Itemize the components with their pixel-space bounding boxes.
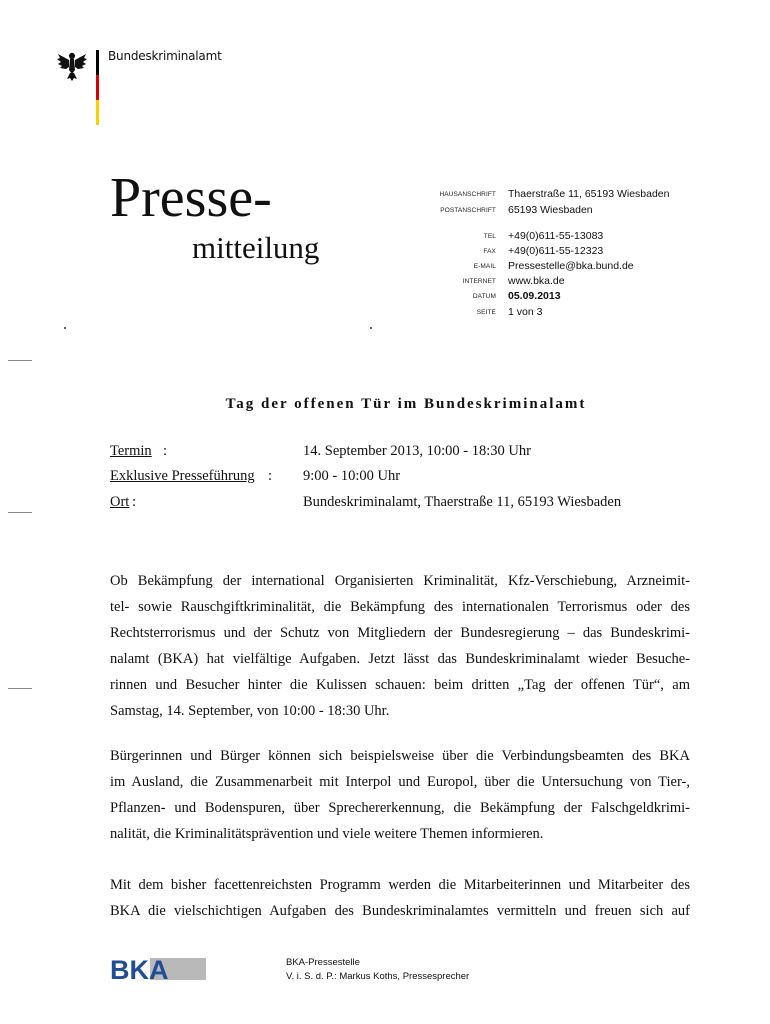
info-row-internet [400,275,700,291]
info-row-seite [400,306,700,322]
text-line: nalität, die Kriminalitätsprävention und viele weitere Themen informieren. [110,826,544,842]
info-row-postanschrift [400,204,700,220]
text-line: tel- sowie Rauschgiftkriminalität, die Bekämpfung des internationalen Terrorismus oder des [110,599,690,615]
org-name: Bundeskriminalamt [108,49,222,63]
text-line: im Ausland, die Zusammenarbeit mit Interpol und Europol, über die Untersuchung von Tier-, [110,774,690,790]
meta-label: Exklusive Presseführung [110,468,255,484]
press-release-title: Tag der offenen Tür im Bundeskriminalamt [225,396,587,412]
meta-colon: : [132,494,137,510]
info-label: DATUM [472,293,496,300]
info-label: SEITE [476,309,496,316]
federal-eagle-icon [56,48,88,82]
title-mitteilung: mitteilung [192,230,320,265]
info-label: POSTANSCHRIFT [440,207,496,214]
fold-dot-right [370,327,372,329]
text-line: Samstag, 14. September, von 10:00 - 18:30 Uhr. [110,703,390,719]
body-paragraph [110,568,690,724]
text-line: nalamt (BKA) hat vielfältige Aufgaben. Jetzt lässt das Bundeskriminalamt wieder Besuche- [110,651,690,667]
text-line: Mit dem bisher facettenreichsten Programm werden die Mitarbeiterinnen und Mitarbeiter des [110,877,690,893]
bka-logo [110,956,206,982]
info-label: TEL [483,233,496,240]
page-value: 1 von 3 [508,306,543,318]
info-row-hausanschrift [400,188,700,204]
punch-mark [8,512,32,513]
footer-line-1: BKA-Pressestelle [286,957,360,968]
info-value: 65193 Wiesbaden [508,204,593,216]
info-row-datum [400,290,700,306]
flag-stripe-gold [96,100,99,125]
footer-line-2: V. i. S. d. P.: Markus Koths, Pressesprecher [286,971,470,982]
text-line: Ob Bekämpfung der international Organisierten Kriminalität, Kfz-Verschiebung, Arzneimit- [110,573,690,589]
info-label: FAX [483,248,496,255]
title-presse: Presse- [110,167,272,229]
info-label: INTERNET [462,278,496,285]
info-value: Thaerstraße 11, 65193 Wiesbaden [508,188,670,200]
info-label: E-MAIL [473,263,496,270]
meta-colon: : [268,468,273,484]
text-line: rinnen und Besucher hinter die Kulissen schauen: beim dritten „Tag der offenen Tür“, am [110,677,690,693]
meta-value: 9:00 - 10:00 Uhr [303,468,401,484]
website-link[interactable]: www.bka.de [508,275,565,287]
body-paragraph [110,872,690,924]
text-line: Bürgerinnen und Bürger können sich beispielsweise über die Verbindungsbeamten des BKA [110,748,690,764]
meta-row-pressefuehrung [110,468,710,490]
body-paragraph [110,743,690,847]
info-value: +49(0)611-55-12323 [508,245,604,257]
flag-stripe-red [96,75,99,100]
info-label: HAUSANSCHRIFT [439,191,496,198]
fold-mark [8,360,32,361]
bka-logo-text: BKA [110,956,169,982]
info-row-email [400,260,700,276]
flag-bar [96,50,99,125]
flag-stripe-black [96,50,99,75]
meta-value: Bundeskriminalamt, Thaerstraße 11, 65193 Wiesbaden [303,494,622,510]
meta-colon: : [163,443,168,459]
info-row-fax [400,245,700,261]
meta-label: Ort [110,494,130,510]
info-row-tel [400,230,700,246]
email-link[interactable]: Pressestelle@bka.bund.de [508,260,634,272]
info-value: +49(0)611-55-13083 [508,230,604,242]
text-line: Rechtsterrorismus und der Schutz von Mitgliedern der Bundesregierung – das Bundeskrimi- [110,625,690,641]
text-line: Pflanzen- und Bodenspuren, über Sprechererkennung, die Bekämpfung der Falschgeldkrimi- [110,800,690,816]
fold-dot-left [64,327,66,329]
date-value: 05.09.2013 [508,290,561,302]
text-line: BKA die vielschichtigen Aufgaben des Bundeskriminalamtes vermitteln und freuen sich auf [110,903,690,919]
meta-label: Termin [110,443,152,459]
meta-row-ort [110,494,710,516]
footer-info [286,956,469,984]
fold-mark [8,688,32,689]
meta-row-termin [110,443,710,465]
meta-value: 14. September 2013, 10:00 - 18:30 Uhr [303,443,531,459]
